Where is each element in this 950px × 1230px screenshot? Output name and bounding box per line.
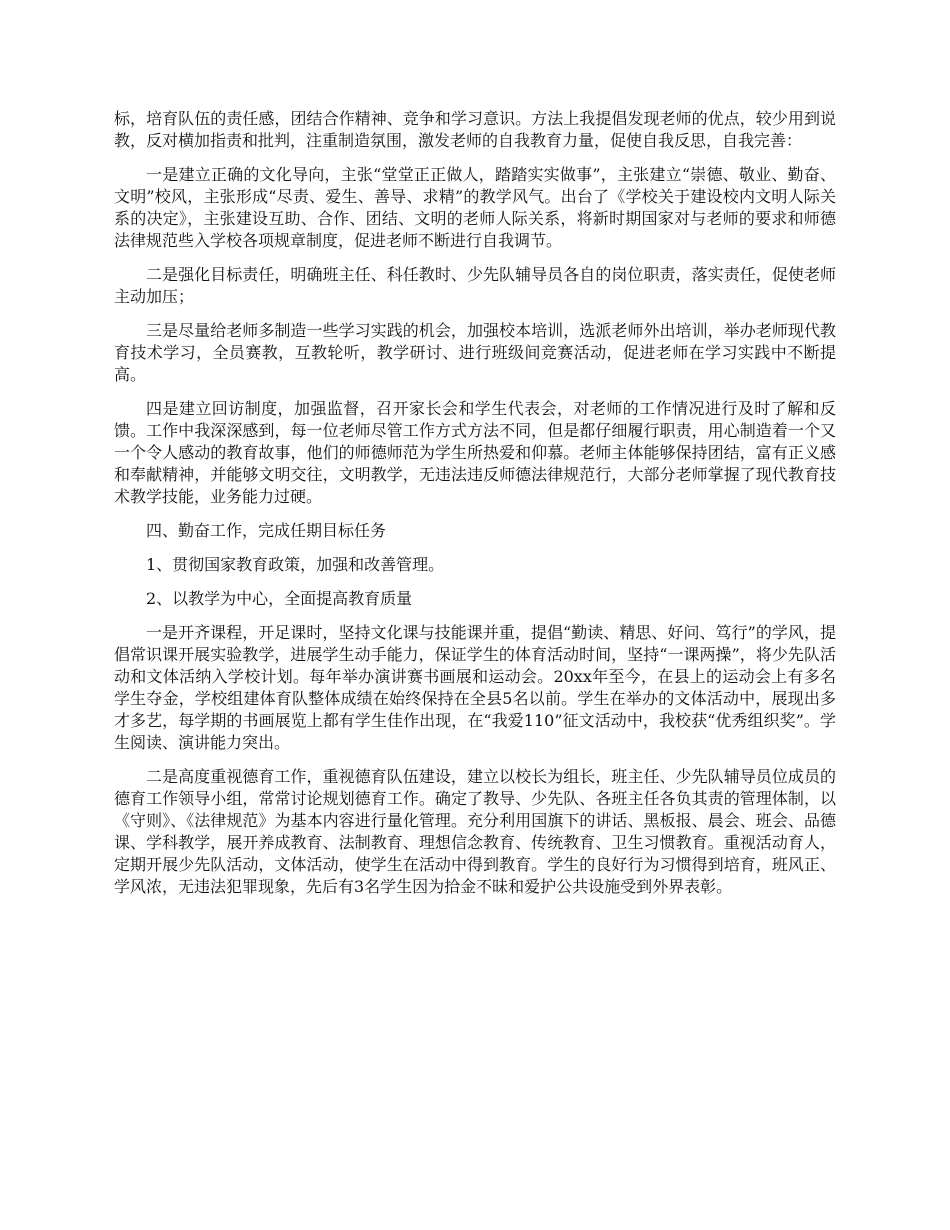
paragraph-1: 标，培育队伍的责任感，团结合作精神、竞争和学习意识。方法上我提倡发现老师的优点，较少用到说教，反对横加指责和批判，注重制造氛围，激发老师的自我教育力量，促使自我反思，自我完善： [114, 109, 836, 150]
paragraph-7: 二是高度重视德育工作，重视德育队伍建设，建立以校长为组长，班主任、少先队辅导员位成员的德育工作领导小组，常常讨论规划德育工作。确定了教导、少先队、各班主任各负其责的管理体制，以《守则》、《法律规范》为基本内容进行量化管理。充分利用国旗下的讲话、黑板报、晨会、班会、品德课、学科教学，展开养成教育、法制教育、理想信念教育、传统教育、卫生习惯教育。重视活动育人，定期开展少先队活动，文体活动，使学生在活动中得到教育。学生的良好行为习惯得到培育，班风正、学风浓，无违法犯罪现象，先后有3名学生因为拾金不昧和爱护公共设施受到外界表彰。 [114, 767, 836, 896]
paragraph-4: 三是尽量给老师多制造一些学习实践的机会，加强校本培训，选派老师外出培训，举办老师现代教育技术学习，全员赛教，互教轮听，教学研讨、进行班级间竞赛活动，促进老师在学习实践中不断提高。 [114, 321, 836, 384]
paragraph-2: 一是建立正确的文化导向，主张“堂堂正正做人，踏踏实实做事”，主张建立“崇德、敬业、勤奋、文明”校风，主张形成“尽责、爱生、善导、求精”的教学风气。出台了《学校关于建设校内文明人际关系的决定》，主张建设互助、合作、团结、文明的老师人际关系，将新时期国家对与老师的要求和师德法律规范些入学校各项规章制度，促进老师不断进行自我调节。 [114, 165, 836, 250]
list-item-1: 1、贯彻国家教育政策，加强和改善管理。 [146, 555, 445, 574]
list-item-2: 2、以教学为中心，全面提高教育质量 [146, 589, 413, 608]
section-heading-4: 四、勤奋工作，完成任期目标任务 [146, 521, 387, 540]
paragraph-6: 一是开齐课程，开足课时，坚持文化课与技能课并重，提倡“勤读、精思、好问、笃行”的学风，提倡常识课开展实验教学，进展学生动手能力，保证学生的体育活动时间，坚持“一课两操”，将少先队活动和文体活纳入学校计划。每年举办演讲赛书画展和运动会。20xx年至今，在县上的运动会上有多名学生夺金，学校组建体育队整体成绩在始终保持在全县5名以前。学生在举办的文体活动中，展现出多才多艺，每学期的书画展览上都有学生佳作出现，在“我爱110”征文活动中，我校获“优秀组织奖”。学生阅读、演讲能力突出。 [114, 623, 836, 752]
paragraph-5: 四是建立回访制度，加强监督，召开家长会和学生代表会，对老师的工作情况进行及时了解和反馈。工作中我深深感到，每一位老师尽管工作方式方法不同，但是都仔细履行职责，用心制造着一个又一个令人感动的教育故事，他们的师德师范为学生所热爱和仰慕。老师主体能够保持团结，富有正义感和奉献精神，并能够文明交往，文明教学，无违法违反师德法律规范行，大部分老师掌握了现代教育技术教学技能，业务能力过硬。 [114, 399, 836, 506]
paragraph-3: 二是强化目标责任，明确班主任、科任教时、少先队辅导员各自的岗位职责，落实责任，促使老师主动加压； [114, 265, 836, 306]
document-body [114, 108, 836, 910]
